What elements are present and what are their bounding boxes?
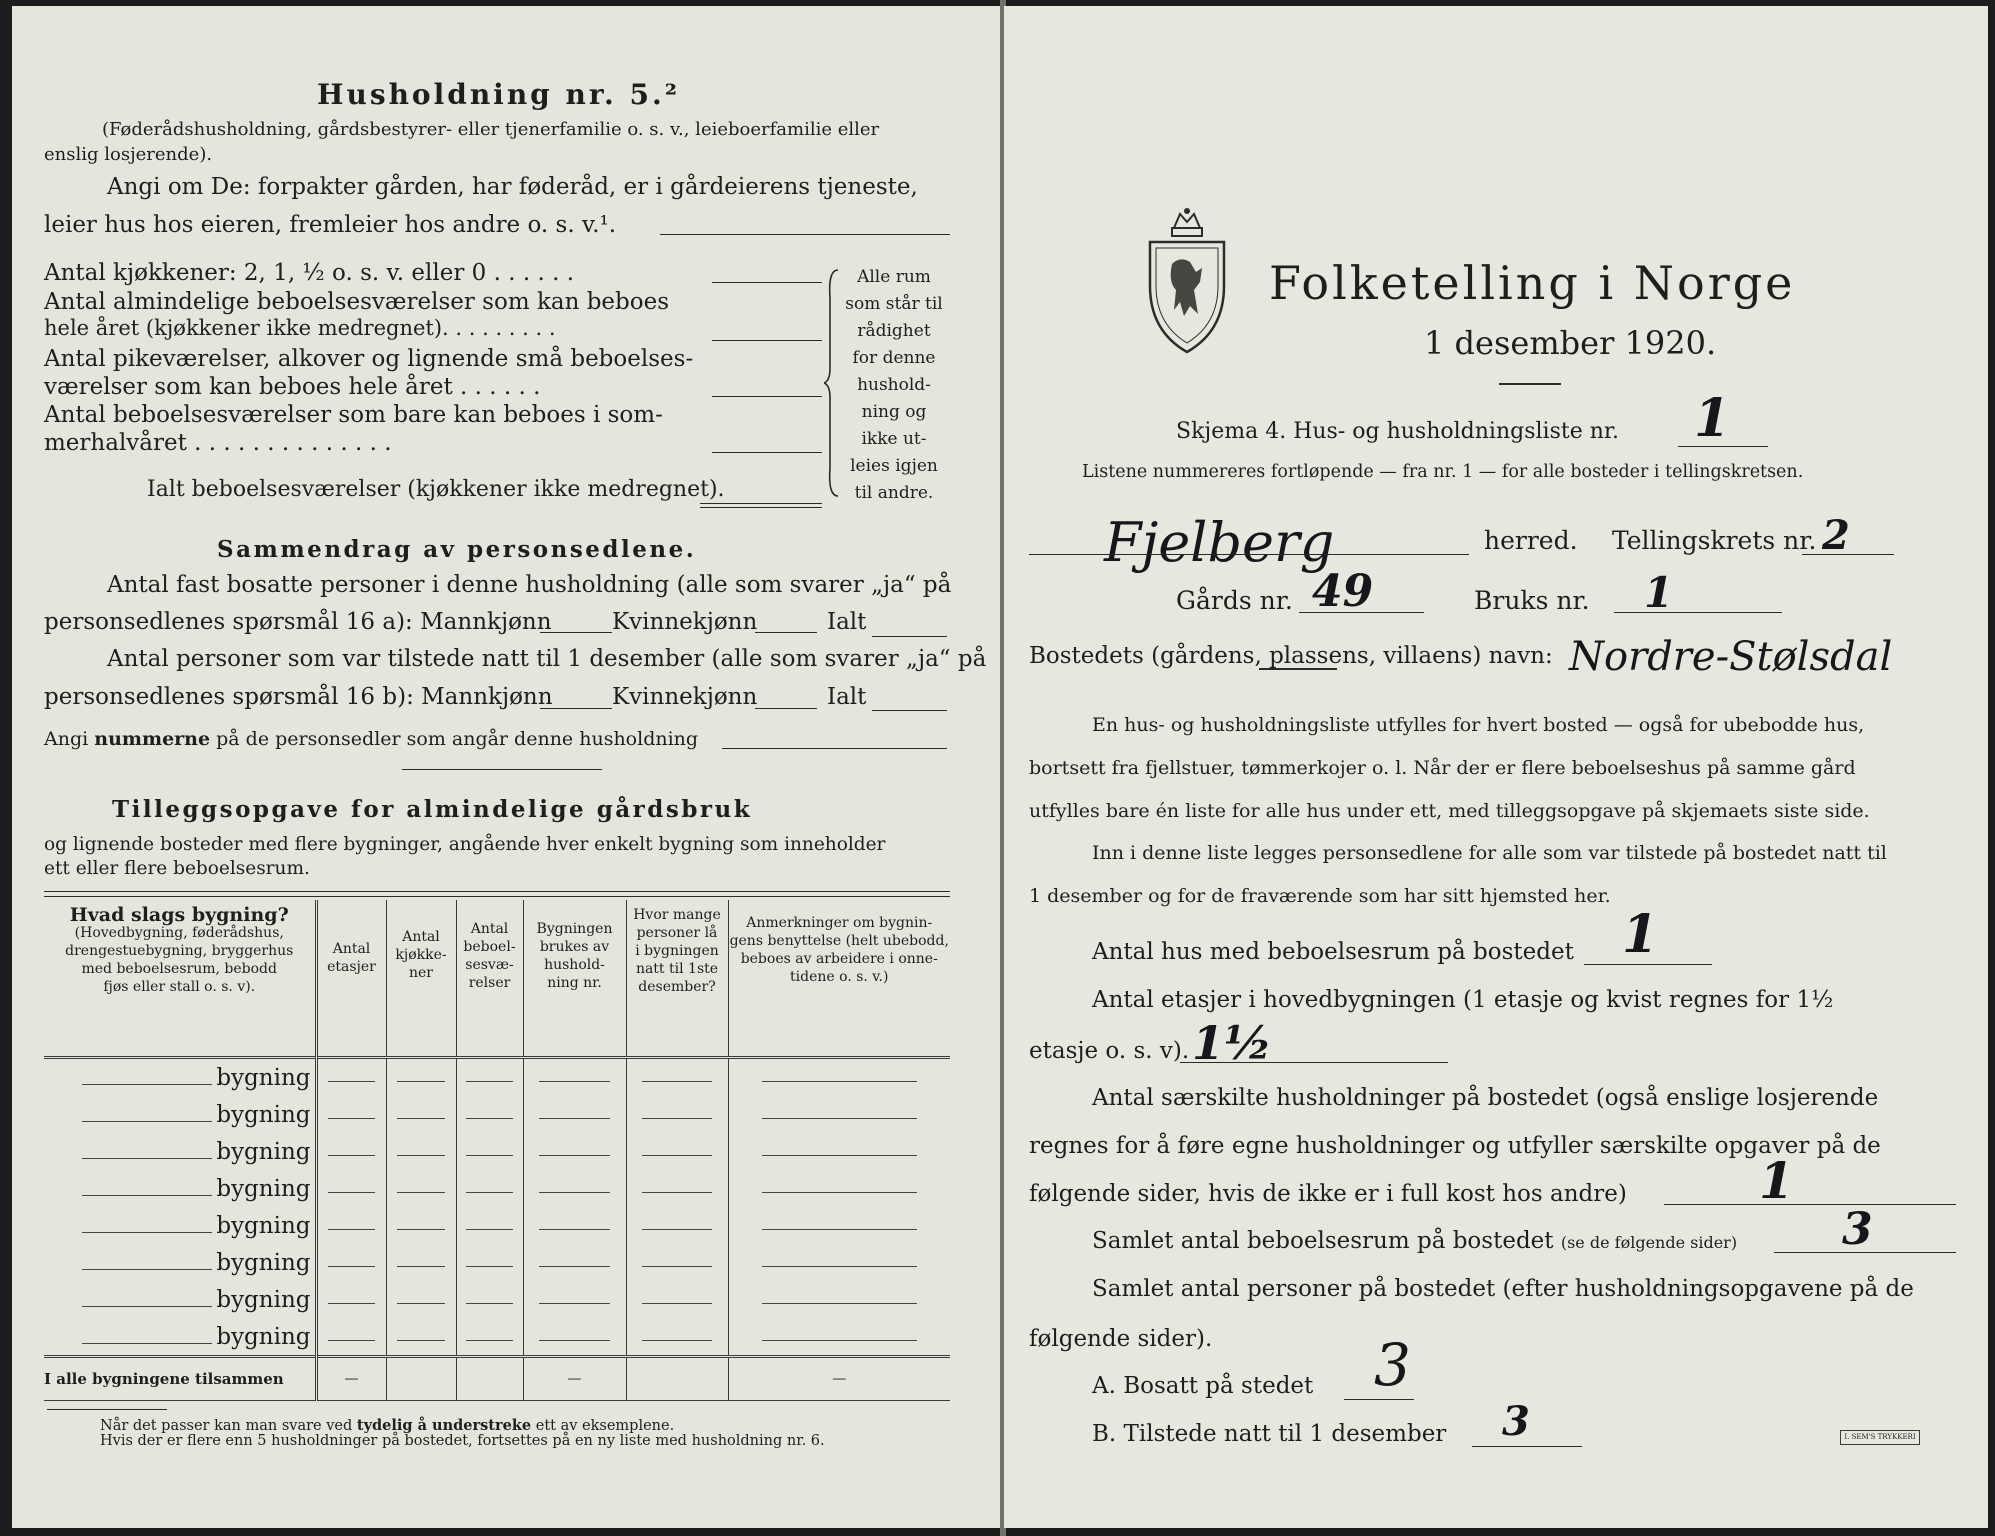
- household-intro-1: (Føderådshusholdning, gårdsbestyrer- eller tjenerfamilie o. s. v., leieboerfamilie eller: [102, 119, 880, 140]
- table-row: [44, 1096, 950, 1133]
- rooms-kitchens: Antal kjøkkener: 2, 1, ½ o. s. v. eller 0 . . . . . .: [44, 260, 575, 286]
- table-top-rule: [44, 891, 950, 892]
- section-divider: [402, 769, 602, 770]
- hus-line: [1584, 964, 1712, 965]
- rooms-summer-2: merhalvåret . . . . . . . . . . . . . .: [44, 430, 392, 456]
- row-label: bygning: [216, 1101, 311, 1128]
- row-label: bygning: [216, 1064, 311, 1091]
- total-household-nr: —: [523, 1358, 626, 1400]
- p2-total-label: Ialt: [827, 684, 867, 710]
- herred-value: Fjelberg: [1104, 511, 1335, 574]
- col-rooms: Antal beboel- sesvæ- relser: [456, 900, 523, 1058]
- p1-total-line: [872, 636, 947, 637]
- husholdninger-line-b: regnes for å føre egne husholdninger og utfyller særskilte opgaver på de: [1029, 1133, 1881, 1159]
- husholdninger-value: 1: [1759, 1151, 1794, 1210]
- schema-value: 1: [1694, 388, 1731, 449]
- husholdninger-line: [1664, 1204, 1956, 1205]
- rooms-ordinary-2: hele året (kjøkkener ikke medregnet). . . . . . . . .: [44, 316, 556, 340]
- rom-label: Samlet antal beboelsesrum på bostedet (se de følgende sider): [1092, 1228, 1738, 1254]
- kitchens-answer-line: [712, 282, 822, 283]
- instruction-1a: En hus- og husholdningsliste utfylles for hvert bosted — også for ubebodde hus,: [1092, 714, 1865, 736]
- footnote-rule: [47, 1409, 167, 1410]
- supplement-heading: Tilleggsopgave for almindelige gårdsbruk: [112, 796, 753, 823]
- rooms-maid-2: værelser som kan beboes hele året . . . . . .: [44, 374, 541, 400]
- instruction-1c: utfylles bare én liste for alle hus under ett, med tilleggsopgave på skjemaets siste side.: [1029, 800, 1870, 822]
- p1-female-label: Kvinnekjønn: [612, 609, 758, 635]
- total-remarks: —: [728, 1358, 950, 1400]
- row-label: bygning: [216, 1323, 311, 1350]
- col-remarks: Anmerkninger om bygnin- gens benyttelse (helt ubebodd, beboes av arbeidere i onne- tidene o. s. v.): [728, 900, 950, 1058]
- rooms-note: Alle rum som står til rådighet for denne hushold- ning og ikke ut- leies igjen til andre.: [845, 267, 943, 503]
- title-rule: [1499, 383, 1561, 385]
- bruks-line: [1614, 612, 1782, 613]
- bosted-label: Bostedets (gårdens, plassens, villaens) navn:: [1029, 643, 1553, 669]
- supplement-intro-1: og lignende bosteder med flere bygninger, angående hver enkelt bygning som inneholder: [44, 834, 886, 855]
- building-table: [44, 900, 950, 1401]
- krets-value: 2: [1822, 512, 1850, 559]
- p2-female-line: [755, 708, 817, 709]
- col-floors: Antal etasjer: [316, 900, 386, 1058]
- row-label: bygning: [216, 1249, 311, 1276]
- krets-line: [1802, 554, 1894, 555]
- building-table-header: [44, 900, 950, 1058]
- table-row: [44, 1244, 950, 1281]
- bruks-value: 1: [1644, 568, 1674, 617]
- summary-p2a: Antal personer som var tilstede natt til 1 desember (alle som svarer „ja“ på: [107, 646, 987, 672]
- gards-label: Gårds nr.: [1176, 586, 1293, 615]
- table-row: [44, 1133, 950, 1170]
- question-1a: Angi om De: forpakter gården, har føderåd, er i gårdeierens tjeneste,: [107, 174, 918, 200]
- rooms-summer-1: Antal beboelsesværelser som bare kan beboes i som-: [44, 402, 663, 428]
- tilstede-value: 3: [1502, 1398, 1530, 1445]
- summer-rooms-answer-line: [712, 452, 822, 453]
- p2-total-line: [872, 710, 947, 711]
- rooms-total-answer-line: [700, 503, 822, 504]
- bruks-label: Bruks nr.: [1474, 586, 1590, 615]
- herred-line: [1029, 554, 1469, 555]
- krets-label: Tellingskrets nr.: [1612, 526, 1817, 555]
- printer-stamp: I. SEM'S TRYKKERI: [1840, 1430, 1920, 1445]
- herred-label: herred.: [1484, 526, 1578, 555]
- tilstede-label: B. Tilstede natt til 1 desember: [1092, 1421, 1447, 1447]
- p1-total-label: Ialt: [827, 609, 867, 635]
- census-date: 1 desember 1920.: [1424, 324, 1717, 362]
- col-building-type: Hvad slags bygning? (Hovedbygning, føderådshus, drengestuebygning, bryggerhus med beboelsesrum, bebodd fjøs eller stall o. s. v).: [44, 900, 316, 1058]
- husholdninger-line-c: følgende sider, hvis de ikke er i full kost hos andre): [1029, 1181, 1627, 1207]
- summary-p2b: personsedlenes spørsmål 16 b): Mannkjønn: [44, 684, 553, 710]
- row-label: bygning: [216, 1286, 311, 1313]
- table-row: [44, 1318, 950, 1357]
- household-intro-2: enslig losjerende).: [44, 144, 213, 165]
- etasjer-line-a: Antal etasjer i hovedbygningen (1 etasje og kvist regnes for 1½: [1092, 987, 1834, 1013]
- rooms-brace: [824, 268, 844, 498]
- etasjer-line: [1180, 1062, 1448, 1063]
- bosatt-value: 3: [1374, 1331, 1411, 1399]
- col-persons: Hvor mange personer lå i bygningen natt til 1ste desember?: [626, 900, 728, 1058]
- rooms-total-double-line: [700, 507, 822, 508]
- rooms-ordinary-1: Antal almindelige beboelsesværelser som kan beboes: [44, 289, 670, 315]
- table-row: [44, 1207, 950, 1244]
- rooms-total: Ialt beboelsesværelser (kjøkkener ikke medregnet).: [147, 477, 725, 502]
- table-row: [44, 1170, 950, 1207]
- row-label: bygning: [216, 1138, 311, 1165]
- supplement-intro-2: ett eller flere beboelsesrum.: [44, 858, 310, 879]
- summary-heading: Sammendrag av personsedlene.: [217, 536, 697, 563]
- census-title: Folketelling i Norge: [1269, 256, 1796, 310]
- table-top-rule-2: [44, 896, 950, 897]
- question-1-answer-line: [660, 234, 950, 235]
- p2-female-label: Kvinnekjønn: [612, 684, 758, 710]
- bosatt-line: [1344, 1399, 1414, 1400]
- table-row: [44, 1281, 950, 1318]
- row-label: bygning: [216, 1212, 311, 1239]
- rom-value: 3: [1842, 1204, 1873, 1255]
- question-1b: leier hus hos eieren, fremleier hos andre o. s. v.¹.: [44, 212, 617, 238]
- numbering-note: Listene nummereres fortløpende — fra nr. 1 — for alle bosteder i tellingskretsen.: [1082, 462, 1804, 482]
- p1-female-line: [755, 632, 817, 633]
- schema-line: [1678, 446, 1768, 447]
- plassens-underline: [1259, 668, 1337, 670]
- footnote-1: Når det passer kan man svare ved tydelig å understreke ett av eksemplene.: [100, 1417, 675, 1434]
- numbers-line: Angi nummerne på de personsedler som angår denne husholdning: [44, 728, 699, 750]
- right-page: [1004, 6, 1988, 1528]
- household-title: Husholdning nr. 5.²: [317, 78, 681, 111]
- instruction-1b: bortsett fra fjellstuer, tømmerkojer o. l. Når der er flere beboelseshus på samme gård: [1029, 757, 1856, 779]
- instruction-2b: 1 desember og for de fraværende som har sitt hjemsted her.: [1029, 885, 1611, 907]
- schema-label: Skjema 4. Hus- og husholdningsliste nr.: [1176, 419, 1619, 444]
- p2-male-line: [540, 708, 612, 709]
- rom-line: [1774, 1252, 1956, 1253]
- hus-value: 1: [1622, 904, 1659, 965]
- bosted-value: Nordre-Stølsdal: [1569, 634, 1893, 680]
- hus-label: Antal hus med beboelsesrum på bostedet: [1092, 939, 1574, 965]
- bosatt-label: A. Bosatt på stedet: [1092, 1373, 1314, 1399]
- gards-value: 49: [1312, 566, 1374, 617]
- table-row: [44, 1059, 950, 1096]
- summary-p1b: personsedlenes spørsmål 16 a): Mannkjønn: [44, 609, 552, 635]
- etasjer-value: 1½: [1192, 1016, 1272, 1070]
- col-kitchens: Antal kjøkke- ner: [386, 900, 456, 1058]
- summary-p1a: Antal fast bosatte personer i denne husholdning (alle som svarer „ja“ på: [107, 572, 952, 598]
- personer-line-b: følgende sider).: [1029, 1326, 1213, 1352]
- table-total-row: [44, 1358, 950, 1400]
- husholdninger-line-a: Antal særskilte husholdninger på bostedet (også enslige losjerende: [1092, 1085, 1879, 1111]
- rooms-maid-1: Antal pikeværelser, alkover og lignende små beboelses-: [44, 346, 694, 372]
- numbers-answer-line: [722, 748, 947, 749]
- etasjer-line-b: etasje o. s. v).: [1029, 1038, 1190, 1064]
- left-page: [12, 6, 1000, 1528]
- total-floors: —: [316, 1358, 386, 1400]
- maid-rooms-answer-line: [712, 396, 822, 397]
- footnote-2: Hvis der er flere enn 5 husholdninger på bostedet, fortsettes på en ny liste med husholdning nr. 6.: [100, 1433, 825, 1449]
- ordinary-rooms-answer-line: [712, 340, 822, 341]
- row-label: bygning: [216, 1175, 311, 1202]
- gards-line: [1299, 612, 1424, 613]
- total-label: I alle bygningene tilsammen: [44, 1358, 316, 1400]
- personer-line-a: Samlet antal personer på bostedet (efter husholdningsopgavene på de: [1092, 1276, 1914, 1302]
- tilstede-line: [1472, 1446, 1582, 1447]
- p1-male-line: [540, 632, 612, 633]
- col-household-nr: Bygningen brukes av hushold- ning nr.: [523, 900, 626, 1058]
- norway-coat-of-arms-icon: [1144, 206, 1230, 356]
- instruction-2a: Inn i denne liste legges personsedlene for alle som var tilstede på bostedet natt til: [1092, 842, 1887, 864]
